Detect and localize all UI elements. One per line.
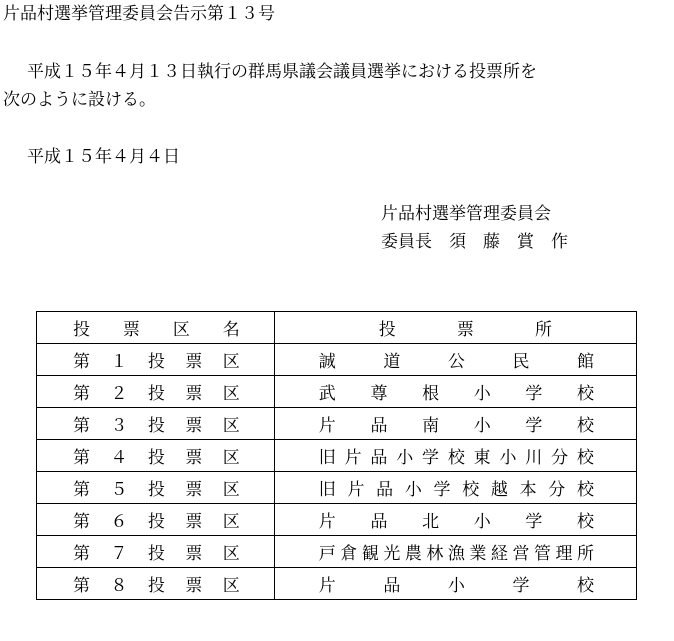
district-cell [37, 344, 275, 376]
venue-name: 片 品 北 小 学 校 [318, 512, 594, 532]
table-row [37, 408, 637, 440]
notice-date: 平成１５年４月４日 [27, 147, 180, 167]
table-row [37, 344, 637, 376]
venue-name: 片 品 小 学 校 [318, 576, 594, 596]
table-row [37, 536, 637, 568]
table-row [37, 472, 637, 504]
venue-cell [274, 440, 636, 472]
district-cell [37, 376, 275, 408]
district-cell [37, 536, 275, 568]
notice-body-line-2: 次のように設ける。 [3, 90, 156, 110]
table-row [37, 504, 637, 536]
venue-cell [274, 504, 636, 536]
district-name: 第 ８ 投 票 区 [73, 576, 240, 596]
table-row [37, 376, 637, 408]
venue-name: 旧 片 品 小 学 校 東 小 川 分 校 [318, 448, 594, 468]
venue-name: 誠 道 公 民 館 [318, 352, 594, 372]
venue-name: 戸 倉 観 光 農 林 漁 業 経 営 管 理 所 [318, 544, 594, 564]
district-name: 第 ３ 投 票 区 [73, 416, 240, 436]
district-name: 第 ２ 投 票 区 [73, 384, 240, 404]
venue-cell [274, 536, 636, 568]
venue-name: 旧 片 品 小 学 校 越 本 分 校 [318, 480, 594, 500]
venue-cell [274, 568, 636, 600]
table-row [37, 568, 637, 600]
notice-body-line-1: 平成１５年４月１３日執行の群馬県議会議員選挙における投票所を [27, 62, 537, 82]
venue-cell [274, 472, 636, 504]
venue-cell [274, 408, 636, 440]
district-cell [37, 408, 275, 440]
district-cell [37, 472, 275, 504]
venue-cell [274, 376, 636, 408]
header-venue [274, 312, 636, 344]
header-venue-label: 投 票 所 [378, 320, 552, 340]
table-header-row [37, 312, 637, 344]
notice-title: 片品村選挙管理委員会告示第１３号 [3, 4, 275, 24]
district-cell [37, 440, 275, 472]
district-cell [37, 504, 275, 536]
header-district-label: 投 票 区 名 [73, 320, 240, 340]
table-row [37, 440, 637, 472]
district-name: 第 ５ 投 票 区 [73, 480, 240, 500]
district-cell [37, 568, 275, 600]
issuer-organization: 片品村選挙管理委員会 [381, 204, 551, 224]
venue-name: 片 品 南 小 学 校 [318, 416, 594, 436]
polling-station-table [36, 311, 637, 600]
venue-name: 武 尊 根 小 学 校 [318, 384, 594, 404]
header-district [37, 312, 275, 344]
table-body [37, 344, 637, 600]
issuer-chairperson: 委員長 須 藤 賞 作 [381, 232, 568, 252]
district-name: 第 ４ 投 票 区 [73, 448, 240, 468]
district-name: 第 ７ 投 票 区 [73, 544, 240, 564]
venue-cell [274, 344, 636, 376]
district-name: 第 １ 投 票 区 [73, 352, 240, 372]
district-name: 第 ６ 投 票 区 [73, 512, 240, 532]
